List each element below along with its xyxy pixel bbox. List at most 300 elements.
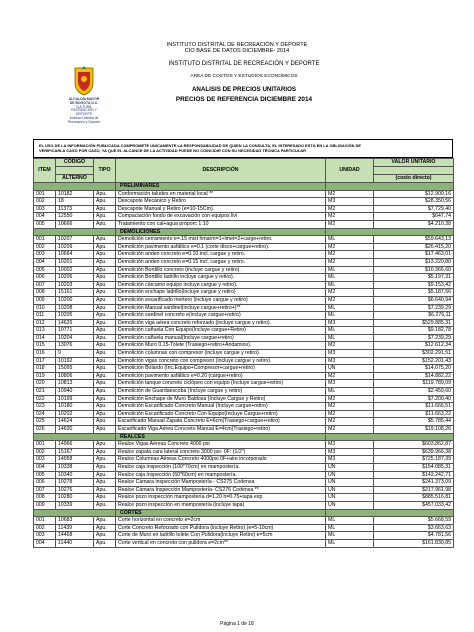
cell-unidad: M2 bbox=[326, 342, 374, 350]
cell-item: 026 bbox=[34, 426, 56, 434]
cell-item: 016 bbox=[34, 350, 56, 358]
cell-descripcion: Conformación taludes en material local ** bbox=[116, 190, 326, 198]
cell-descripcion: Demolición anden concreto e=0.10 incl. cargue y retiro. bbox=[116, 251, 326, 259]
cell-item: 025 bbox=[34, 418, 56, 426]
cell-descripcion: Realce zapata cara lateral concreto 3000 psi- 0F: (1/2") bbox=[116, 448, 326, 456]
table-row bbox=[34, 243, 454, 251]
cell-unidad: M2 bbox=[326, 426, 374, 434]
cell-codigo: 10806 bbox=[56, 372, 94, 380]
cell-item: 006 bbox=[34, 479, 56, 487]
cell-descripcion: Corte vertical en concreto con pulidora e=2cm** bbox=[116, 539, 326, 547]
cell-codigo: 10771 bbox=[56, 327, 94, 335]
table-row bbox=[34, 372, 454, 380]
cell-valor: $13.220,80 bbox=[374, 258, 454, 266]
cell-valor: $217.961,98 bbox=[374, 486, 454, 494]
section-spacer bbox=[34, 183, 116, 191]
cell-descripcion: Demolición anden concreto e=0.15 incl. cargue y retiro. bbox=[116, 258, 326, 266]
table-row bbox=[34, 517, 454, 525]
cell-codigo: 10664 bbox=[56, 251, 94, 259]
table-row bbox=[34, 266, 454, 274]
cell-tipo: Apu. bbox=[94, 539, 116, 547]
cell-valor: $2.459,60 bbox=[374, 388, 454, 396]
cell-codigo: 10192 bbox=[56, 357, 94, 365]
cell-unidad: M2 bbox=[326, 251, 374, 259]
section-spacer bbox=[326, 183, 454, 191]
cell-valor: $725.187,39 bbox=[374, 456, 454, 464]
cell-unidad: ML bbox=[326, 388, 374, 396]
cell-descripcion: Demolición cerramiento e=.15 mist hmarm=1+lmet=2+carge+retiro. bbox=[116, 236, 326, 244]
cell-descripcion: Demolición pavimento asfáltico e=0.1 (corte disco+cargue+retiro). bbox=[116, 243, 326, 251]
cell-descripcion: Demolición Bordillo concreto (incluye cargue y retiro). bbox=[116, 266, 326, 274]
cell-item: 003 bbox=[34, 205, 56, 213]
cell-unidad: M2 bbox=[326, 190, 374, 198]
table-row bbox=[34, 486, 454, 494]
table-row bbox=[34, 334, 454, 342]
header-costo: (costo directo) bbox=[374, 175, 454, 183]
table-row bbox=[34, 319, 454, 327]
cell-descripcion: Realce pozo inspección mampostería d=1.20 h=0.75+tapa esp bbox=[116, 494, 326, 502]
cell-valor: $241.373,09 bbox=[374, 479, 454, 487]
cell-descripcion: Demolición vigas concreto con compresor (incluye cargue y retiro). bbox=[116, 357, 326, 365]
cell-unidad: M3 bbox=[326, 380, 374, 388]
cell-valor: $4.210,38 bbox=[374, 220, 454, 228]
cell-codigo: 18 bbox=[56, 198, 94, 206]
cell-unidad: M2 bbox=[326, 403, 374, 411]
table-row bbox=[34, 388, 454, 396]
cell-codigo: 10683 bbox=[56, 517, 94, 525]
table-row bbox=[34, 426, 454, 434]
cell-codigo: 10202 bbox=[56, 410, 94, 418]
cell-codigo: 10002 bbox=[56, 266, 94, 274]
cell-unidad: ML bbox=[326, 334, 374, 342]
cell-descripcion: Demolición columnas con compresor (incluye cargue y retiro). bbox=[116, 350, 326, 358]
cell-valor: $6.276,11 bbox=[374, 312, 454, 320]
cell-tipo: Apu. bbox=[94, 524, 116, 532]
header-alterno: ALTERNO bbox=[56, 175, 94, 183]
cell-tipo: Apu. bbox=[94, 403, 116, 411]
cell-codigo: 12550 bbox=[56, 213, 94, 221]
cell-valor: $152.201,43 bbox=[374, 357, 454, 365]
cell-descripcion: Realce Cámara Inspección Mampostería- CS276 Codensa ** bbox=[116, 486, 326, 494]
table-row bbox=[34, 471, 454, 479]
cell-item: 001 bbox=[34, 236, 56, 244]
cell-tipo: Apu. bbox=[94, 441, 116, 449]
section-title: CORTES bbox=[116, 509, 326, 517]
cell-item: 008 bbox=[34, 289, 56, 297]
cell-tipo: Apu. bbox=[94, 251, 116, 259]
cell-valor: $11.666,51 bbox=[374, 403, 454, 411]
cell-item: 008 bbox=[34, 494, 56, 502]
cell-unidad: M3 bbox=[326, 319, 374, 327]
cell-descripcion: Corte Concreto Reforzado con Pulidora (incluye Retiro) (e=5-10cm) bbox=[116, 524, 326, 532]
cell-codigo: 15161 bbox=[56, 289, 94, 297]
cell-valor: $26.415,20 bbox=[374, 243, 454, 251]
cell-unidad: M2 bbox=[326, 213, 374, 221]
header-line-1: INSTITUTO DISTRITAL DE RECREACIÓN Y DEPORTE bbox=[166, 42, 308, 48]
cell-descripcion: Realce Cámara inspección Mampostería - CS275 Codensa bbox=[116, 479, 326, 487]
cell-tipo: Apu. bbox=[94, 312, 116, 320]
cell-codigo: 11373 bbox=[56, 205, 94, 213]
cell-valor: $7.239,29 bbox=[374, 334, 454, 342]
cell-tipo: Apu. bbox=[94, 350, 116, 358]
cell-item: 015 bbox=[34, 342, 56, 350]
cell-tipo: Apu. bbox=[94, 304, 116, 312]
cell-tipo: Apu. bbox=[94, 213, 116, 221]
cell-item: 004 bbox=[34, 539, 56, 547]
cell-descripcion: Demolición escarificado mortero (incluye cargue y retiro) bbox=[116, 296, 326, 304]
table-row bbox=[34, 251, 454, 259]
cell-descripcion: Realce Vigas Aéreas Concreto 4000 psi bbox=[116, 441, 326, 449]
cell-codigo: 10339 bbox=[56, 501, 94, 509]
cell-unidad: ML bbox=[326, 539, 374, 547]
table-row bbox=[34, 456, 454, 464]
table-row bbox=[34, 258, 454, 266]
table-row bbox=[34, 380, 454, 388]
cell-item: 005 bbox=[34, 266, 56, 274]
cell-item: 003 bbox=[34, 532, 56, 540]
cell-valor: $647,74 bbox=[374, 213, 454, 221]
cell-descripcion: Demolición Bordillo ladrillo incluye cargue y retiro). bbox=[116, 274, 326, 282]
cell-descripcion: Demolición cárcamo equipo incluye cargue y retiro). bbox=[116, 281, 326, 289]
cell-descripcion: Demolición Enchape de Muro Baldosa (Incluye Cargue y Retiro) bbox=[116, 395, 326, 403]
section-spacer bbox=[326, 433, 454, 441]
disclaimer-box bbox=[33, 139, 453, 158]
section-spacer bbox=[34, 509, 116, 517]
cell-unidad: M2 bbox=[326, 418, 374, 426]
cell-codigo: 10207 bbox=[56, 236, 94, 244]
cell-descripcion: Tratamiento con cal+agua proporc 1:10 bbox=[116, 220, 326, 228]
cell-item: 018 bbox=[34, 365, 56, 373]
cell-valor: $9.153,42 bbox=[374, 281, 454, 289]
cell-unidad: ML bbox=[326, 236, 374, 244]
cell-item: 001 bbox=[34, 441, 56, 449]
logo-line-3: CULTURA, RECREACIÓN Y DEPORTE bbox=[71, 104, 97, 117]
cell-tipo: Apu. bbox=[94, 243, 116, 251]
cell-descripcion: Demolición Escarificado Concreto Con Equipo(Incluye Cargue+retiro) bbox=[116, 410, 326, 418]
doc-title: ANALISIS DE PRECIOS UNITARIOS bbox=[191, 86, 297, 93]
cell-codigo: 10201 bbox=[56, 258, 94, 266]
cell-item: 024 bbox=[34, 410, 56, 418]
cell-unidad: M2 bbox=[326, 410, 374, 418]
cell-descripcion: Descapote Mecánico y Retiro bbox=[116, 198, 326, 206]
cell-unidad: UN bbox=[326, 494, 374, 502]
cell-descripcion: Realce pozo inspección en mampostería (incluye tapa) bbox=[116, 501, 326, 509]
cell-codigo: 10209 bbox=[56, 243, 94, 251]
cell-codigo: 10340 bbox=[56, 471, 94, 479]
cell-tipo: Apu. bbox=[94, 517, 116, 525]
price-table bbox=[33, 158, 454, 548]
cell-codigo: 10203 bbox=[56, 281, 94, 289]
cell-unidad: M2 bbox=[326, 372, 374, 380]
cell-codigo: 10813 bbox=[56, 380, 94, 388]
cell-codigo: 14958 bbox=[56, 456, 94, 464]
cell-item: 002 bbox=[34, 198, 56, 206]
cell-unidad: UN bbox=[326, 471, 374, 479]
cell-unidad: ML bbox=[326, 304, 374, 312]
cell-descripcion: Compactación fondo de excavación con equipos livi bbox=[116, 213, 326, 221]
cell-item: 003 bbox=[34, 251, 56, 259]
cell-valor: $457.033,42 bbox=[374, 501, 454, 509]
section-header bbox=[34, 183, 454, 191]
cell-unidad: M2 bbox=[326, 205, 374, 213]
bogota-logo bbox=[64, 66, 104, 124]
org-name: INSTITUTO DISTRITAL DE RECREACIÓN Y DEPORTE bbox=[168, 61, 320, 67]
cell-descripcion: Realce caja inspección (100*70cm) en mampostería. bbox=[116, 463, 326, 471]
header-valor: VALOR UNITARIO bbox=[374, 159, 454, 167]
section-spacer bbox=[34, 228, 116, 236]
cell-tipo: Apu. bbox=[94, 357, 116, 365]
cell-descripcion: Demolición tanque concreto ciclópeo con equipo (Incluye cargue+retiro) bbox=[116, 380, 326, 388]
cell-codigo: 10182 bbox=[56, 190, 94, 198]
cell-valor: $5.668,59 bbox=[374, 517, 454, 525]
logo-caption bbox=[64, 98, 104, 125]
cell-tipo: Apu. bbox=[94, 289, 116, 297]
section-header bbox=[34, 433, 454, 441]
table-row bbox=[34, 205, 454, 213]
table-row bbox=[34, 494, 454, 502]
table-row bbox=[34, 304, 454, 312]
cell-valor: $9.182,78 bbox=[374, 327, 454, 335]
cell-item: 004 bbox=[34, 463, 56, 471]
cell-descripcion: Realce Columnas Aéreas Concreto 4000psi 0F+aire incorporado bbox=[116, 456, 326, 464]
cell-valor: $6.640,94 bbox=[374, 296, 454, 304]
cell-valor: $7.200,40 bbox=[374, 395, 454, 403]
header-item: ITEM bbox=[34, 159, 56, 183]
cell-valor: $11.663,22 bbox=[374, 410, 454, 418]
cell-unidad: UN bbox=[326, 501, 374, 509]
cell-descripcion: Demolición Muro 0.15-Tolete (Trasiego+retiro+Andamios). bbox=[116, 342, 326, 350]
cell-codigo: 15167 bbox=[56, 448, 94, 456]
cell-unidad: M2 bbox=[326, 296, 374, 304]
header-tipo: TIPO bbox=[94, 159, 116, 183]
cell-descripcion: Demolición Escarificado Concreto Manual (Incluye cargue+retiro) bbox=[116, 403, 326, 411]
table-row bbox=[34, 312, 454, 320]
cell-codigo: 10200 bbox=[56, 296, 94, 304]
header-valor-spacer bbox=[374, 167, 454, 175]
header-codigo: CÓDIGO bbox=[56, 159, 94, 167]
table-row bbox=[34, 539, 454, 547]
cell-unidad: UN bbox=[326, 365, 374, 373]
table-row bbox=[34, 281, 454, 289]
cell-unidad: M3 bbox=[326, 441, 374, 449]
cell-item: 009 bbox=[34, 501, 56, 509]
cell-valor: $14.882,22 bbox=[374, 372, 454, 380]
table-row bbox=[34, 441, 454, 449]
cell-valor: $3.663,63 bbox=[374, 524, 454, 532]
cell-tipo: Apu. bbox=[94, 220, 116, 228]
cell-valor: $12.612,34 bbox=[374, 342, 454, 350]
cell-item: 005 bbox=[34, 220, 56, 228]
cell-descripcion: Demolición pavimento asfáltico e=0.20 (cargue+retiro) bbox=[116, 372, 326, 380]
cell-tipo: Apu. bbox=[94, 494, 116, 502]
section-header bbox=[34, 228, 454, 236]
cell-item: 013 bbox=[34, 327, 56, 335]
disclaimer-line-1: EL USO DE LA INFORMACIÓN PUBLICADA COMPROMETE ÚNICAMENTE LA RESPONSABILIDAD DE QUIEN LA CONSULTA, EL INTERESADO ESTÁ EN LA OBLIGACIÓN DE bbox=[39, 143, 362, 148]
cell-item: 019 bbox=[34, 372, 56, 380]
cell-valor: $59.643,13 bbox=[374, 236, 454, 244]
cell-valor: $12.900,16 bbox=[374, 190, 454, 198]
cell-item: 012 bbox=[34, 319, 56, 327]
cell-tipo: Apu. bbox=[94, 486, 116, 494]
cell-item: 002 bbox=[34, 243, 56, 251]
cell-unidad: M2 bbox=[326, 220, 374, 228]
cell-valor: $154.085,31 bbox=[374, 463, 454, 471]
logo-line-2: DE BOGOTÁ D.C. bbox=[69, 100, 99, 105]
cell-item: 005 bbox=[34, 471, 56, 479]
section-title: DEMOLICIONES bbox=[116, 228, 326, 236]
header-line-2: CIO BASE DE DATOS DICIEMBRE- 2014 bbox=[184, 48, 290, 54]
cell-descripcion: Descapote Manual y Retiro (e=10-15Cm). bbox=[116, 205, 326, 213]
table-row bbox=[34, 357, 454, 365]
cell-valor: $10.366,60 bbox=[374, 266, 454, 274]
table-row bbox=[34, 198, 454, 206]
table-row bbox=[34, 524, 454, 532]
cell-descripcion: Demolición de Guardaescoba (Incluye cargue y retiro) bbox=[116, 388, 326, 396]
table-row bbox=[34, 365, 454, 373]
table-row bbox=[34, 410, 454, 418]
cell-tipo: Apu. bbox=[94, 198, 116, 206]
cell-codigo: 9 bbox=[56, 350, 94, 358]
table-row bbox=[34, 463, 454, 471]
cell-descripcion: Escarificado Manual Zapata Concreto E=6cm(Trasiego+cargue+retiro) bbox=[116, 418, 326, 426]
cell-tipo: Apu. bbox=[94, 410, 116, 418]
table-row bbox=[34, 403, 454, 411]
cell-codigo: 10666 bbox=[56, 220, 94, 228]
cell-codigo: 10276 bbox=[56, 486, 94, 494]
cell-item: 003 bbox=[34, 456, 56, 464]
cell-valor: $5.785,44 bbox=[374, 418, 454, 426]
cell-item: 007 bbox=[34, 281, 56, 289]
cell-tipo: Apu. bbox=[94, 395, 116, 403]
cell-tipo: Apu. bbox=[94, 274, 116, 282]
cell-item: 014 bbox=[34, 334, 56, 342]
table-row bbox=[34, 350, 454, 358]
table-row bbox=[34, 236, 454, 244]
cell-item: 002 bbox=[34, 448, 56, 456]
cell-valor: $17.463,01 bbox=[374, 251, 454, 259]
cell-tipo: Apu. bbox=[94, 258, 116, 266]
cell-tipo: Apu. bbox=[94, 319, 116, 327]
cell-valor: $4.781,56 bbox=[374, 532, 454, 540]
cell-tipo: Apu. bbox=[94, 365, 116, 373]
table-row bbox=[34, 448, 454, 456]
cell-unidad: ML bbox=[326, 517, 374, 525]
table-row bbox=[34, 220, 454, 228]
cell-item: 007 bbox=[34, 486, 56, 494]
cell-tipo: Apu. bbox=[94, 327, 116, 335]
cell-item: 006 bbox=[34, 274, 56, 282]
section-header bbox=[34, 509, 454, 517]
cell-tipo: Apu. bbox=[94, 479, 116, 487]
cell-codigo: 15095 bbox=[56, 365, 94, 373]
cell-valor: $639.966,38 bbox=[374, 448, 454, 456]
cell-unidad: M3 bbox=[326, 350, 374, 358]
cell-item: 017 bbox=[34, 357, 56, 365]
cell-valor: $529.885,31 bbox=[374, 319, 454, 327]
table-row bbox=[34, 479, 454, 487]
cell-valor: $19.108,26 bbox=[374, 426, 454, 434]
table-row bbox=[34, 418, 454, 426]
cell-descripcion: Demolición enchape ladrillo(incluye cargue y retiro) bbox=[116, 289, 326, 297]
cell-descripcion: Demolición Manual sardinel(incluye cargue+retiro+)** bbox=[116, 304, 326, 312]
cell-descripcion: Escarificado Viga Aérea Concreto Manual E=4cm(Trasiego+retiro) bbox=[116, 426, 326, 434]
header-codigo-spacer bbox=[56, 167, 94, 175]
cell-unidad: M3 bbox=[326, 448, 374, 456]
cell-codigo: 11440 bbox=[56, 539, 94, 547]
cell-valor: $14.075,20 bbox=[374, 365, 454, 373]
cell-codigo: 10180 bbox=[56, 403, 94, 411]
cell-valor: $603.862,87 bbox=[374, 441, 454, 449]
cell-unidad: M3 bbox=[326, 198, 374, 206]
cell-tipo: Apu. bbox=[94, 266, 116, 274]
cell-valor: $119.789,09 bbox=[374, 380, 454, 388]
section-spacer bbox=[34, 433, 116, 441]
cell-item: 021 bbox=[34, 388, 56, 396]
table-row bbox=[34, 213, 454, 221]
cell-item: 020 bbox=[34, 380, 56, 388]
cell-valor: $5.187,56 bbox=[374, 289, 454, 297]
cell-tipo: Apu. bbox=[94, 426, 116, 434]
cell-descripcion: Realce caja inspección (60*60cm) en mampostería. bbox=[116, 471, 326, 479]
cell-unidad: M2 bbox=[326, 395, 374, 403]
table-body bbox=[34, 183, 454, 548]
cell-tipo: Apu. bbox=[94, 342, 116, 350]
table-row bbox=[34, 342, 454, 350]
cell-unidad: UN bbox=[326, 463, 374, 471]
cell-tipo: Apu. bbox=[94, 296, 116, 304]
cell-tipo: Apu. bbox=[94, 281, 116, 289]
table-row bbox=[34, 532, 454, 540]
cell-unidad: M2 bbox=[326, 289, 374, 297]
cell-descripcion: Demolición cañuela manual(Incluye cargue+retiro) bbox=[116, 334, 326, 342]
org-area: AREA DE COSTOS Y ESTUDIOS ECONOMICOS bbox=[190, 74, 298, 79]
cell-item: 023 bbox=[34, 403, 56, 411]
cell-valor: $7.239,29 bbox=[374, 304, 454, 312]
cell-unidad: ML bbox=[326, 281, 374, 289]
section-title: PRELIMINARES bbox=[116, 183, 326, 191]
cell-valor: $885.516,81 bbox=[374, 494, 454, 502]
cell-valor: $7.729,40 bbox=[374, 205, 454, 213]
cell-unidad: ML bbox=[326, 532, 374, 540]
cell-item: 004 bbox=[34, 258, 56, 266]
cell-item: 002 bbox=[34, 524, 56, 532]
cell-codigo: 14630 bbox=[56, 426, 94, 434]
table-header bbox=[34, 159, 454, 183]
cell-tipo: Apu. bbox=[94, 205, 116, 213]
section-spacer bbox=[326, 509, 454, 517]
cell-descripcion: Demolición Bolardo (Inc.Equipo+Compresor+cargue+retiro) bbox=[116, 365, 326, 373]
cell-valor: $161.830,85 bbox=[374, 539, 454, 547]
cell-descripcion: Demolición cañuela Con Equipo(Incluye cargue+Retiro) bbox=[116, 327, 326, 335]
cell-codigo: 14966 bbox=[56, 441, 94, 449]
table-row bbox=[34, 395, 454, 403]
cell-unidad: ML bbox=[326, 266, 374, 274]
cell-valor: $5.197,31 bbox=[374, 274, 454, 282]
coat-of-arms-icon bbox=[73, 66, 95, 96]
cell-codigo: 10208 bbox=[56, 304, 94, 312]
cell-descripcion: Corte horizontal en concreto e=2cm bbox=[116, 517, 326, 525]
cell-codigo: 14626 bbox=[56, 319, 94, 327]
table-row bbox=[34, 289, 454, 297]
cell-item: 010 bbox=[34, 304, 56, 312]
cell-tipo: Apu. bbox=[94, 471, 116, 479]
cell-unidad: ML bbox=[326, 274, 374, 282]
section-title: REALCES bbox=[116, 433, 326, 441]
cell-descripcion: Demolición viga aérea concreto reforzado (incluye cargue y retiro). bbox=[116, 319, 326, 327]
cell-codigo: 10280 bbox=[56, 494, 94, 502]
cell-unidad: UN bbox=[326, 479, 374, 487]
cell-codigo: 14468 bbox=[56, 532, 94, 540]
